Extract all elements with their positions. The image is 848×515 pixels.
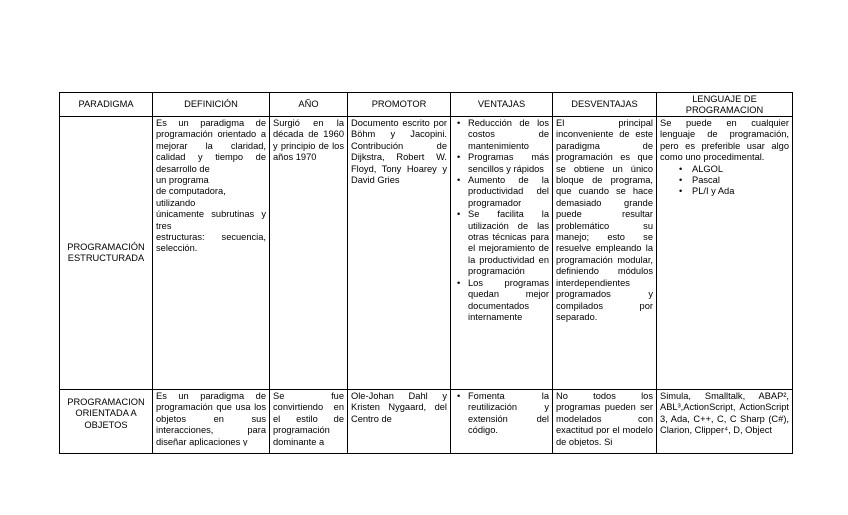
list-item: • Los programas quedan mejor documentados internamente [468,278,549,324]
ventajas-list [454,118,549,323]
header-row [60,93,793,117]
desventajas-cell [553,390,657,454]
anio-cell: Surgió en la década de 1960 y principio de los años 1970 [270,117,348,390]
header-paradigma: PARADIGMA [60,93,153,117]
lenguaje-intro: Se puede en cualquier lenguaje de programación, pero es preferible usar algo como uno procedimental. [660,118,789,163]
ventajas-list [454,391,549,437]
lenguaje-cell [657,117,793,390]
desventajas-cell: El principal inconveniente de este paradigma de programación es que se obtiene un único bloque de programa, que cuando se hace demasiado grande puede resultar problemático su manejo; esto se resuelve empleando la programación modular, definiendo módulos interdependientes programados y compilados por separado. [553,117,657,390]
list-item: • ALGOL [692,164,789,175]
definicion-cell [153,390,270,454]
list-item: • Se facilita la utilización de las otras técnicas para el mejoramiento de la productividad en programación [468,209,549,277]
list-item: • PL/I y Ada [692,186,789,197]
list-item: • Aumento de la productividad del programador [468,175,549,209]
header-promotor: PROMOTOR [348,93,451,117]
list-item: • Pascal [692,175,789,186]
header-lenguaje: LENGUAJE DE PROGRAMACION [657,93,793,117]
list-item: • Programas más sencillos y rápidos [468,152,549,175]
paradigms-table [59,92,793,454]
paradigma-cell: PROGRAMACIÓN ESTRUCTURADA [60,117,153,390]
paradigma-cell: PROGRAMACION ORIENTADA A OBJETOS [60,390,153,454]
header-ventajas: VENTAJAS [451,93,553,117]
header-definicion: DEFINICIÓN [153,93,270,117]
ventajas-cell [451,117,553,390]
anio-text: Se fue convirtiendo en el estilo de programación dominante a [273,391,344,446]
lenguaje-cell [657,390,793,454]
ventajas-cell [451,390,553,454]
promotor-cell: Documento escrito por Böhm y Jacopini. Contribución de Dijkstra, Robert W. Floyd, Tony Hoarey y David Gries [348,117,451,390]
header-desventajas: DESVENTAJAS [553,93,657,117]
promotor-cell [348,390,451,454]
promotor-text: Ole-Johan Dahl y Kristen Nygaard, del Centro de [351,391,447,424]
anio-cell [270,390,348,454]
desventajas-text: No todos los programas pueden ser modelados con exactitud por el modelo de objetos. Si [556,391,653,446]
table-row [60,117,793,390]
list-item: • Fomenta la reutilización y extensión del código. [468,391,549,437]
definicion-cell: Es un paradigma de programación orientado a mejorar la claridad, calidad y tiempo de desarrollo de un programa de computadora, utilizando únicamente subrutinas y tres estructuras: secuencia, selección. [153,117,270,390]
lenguajes-list [660,164,789,198]
definicion-text: Es un paradigma de programación que usa los objetos en sus interacciones, para diseñar aplicaciones y [156,391,266,446]
table-row [60,390,793,454]
list-item: • Reducción de los costos de mantenimiento [468,118,549,152]
header-anio: AÑO [270,93,348,117]
lenguaje-text: Simula, Smalltalk, ABAP², ABL³,ActionScript, ActionScript 3, Ada, C++, C, C Sharp (C#), Clarion, Clipper⁴, D, Object [660,391,789,436]
